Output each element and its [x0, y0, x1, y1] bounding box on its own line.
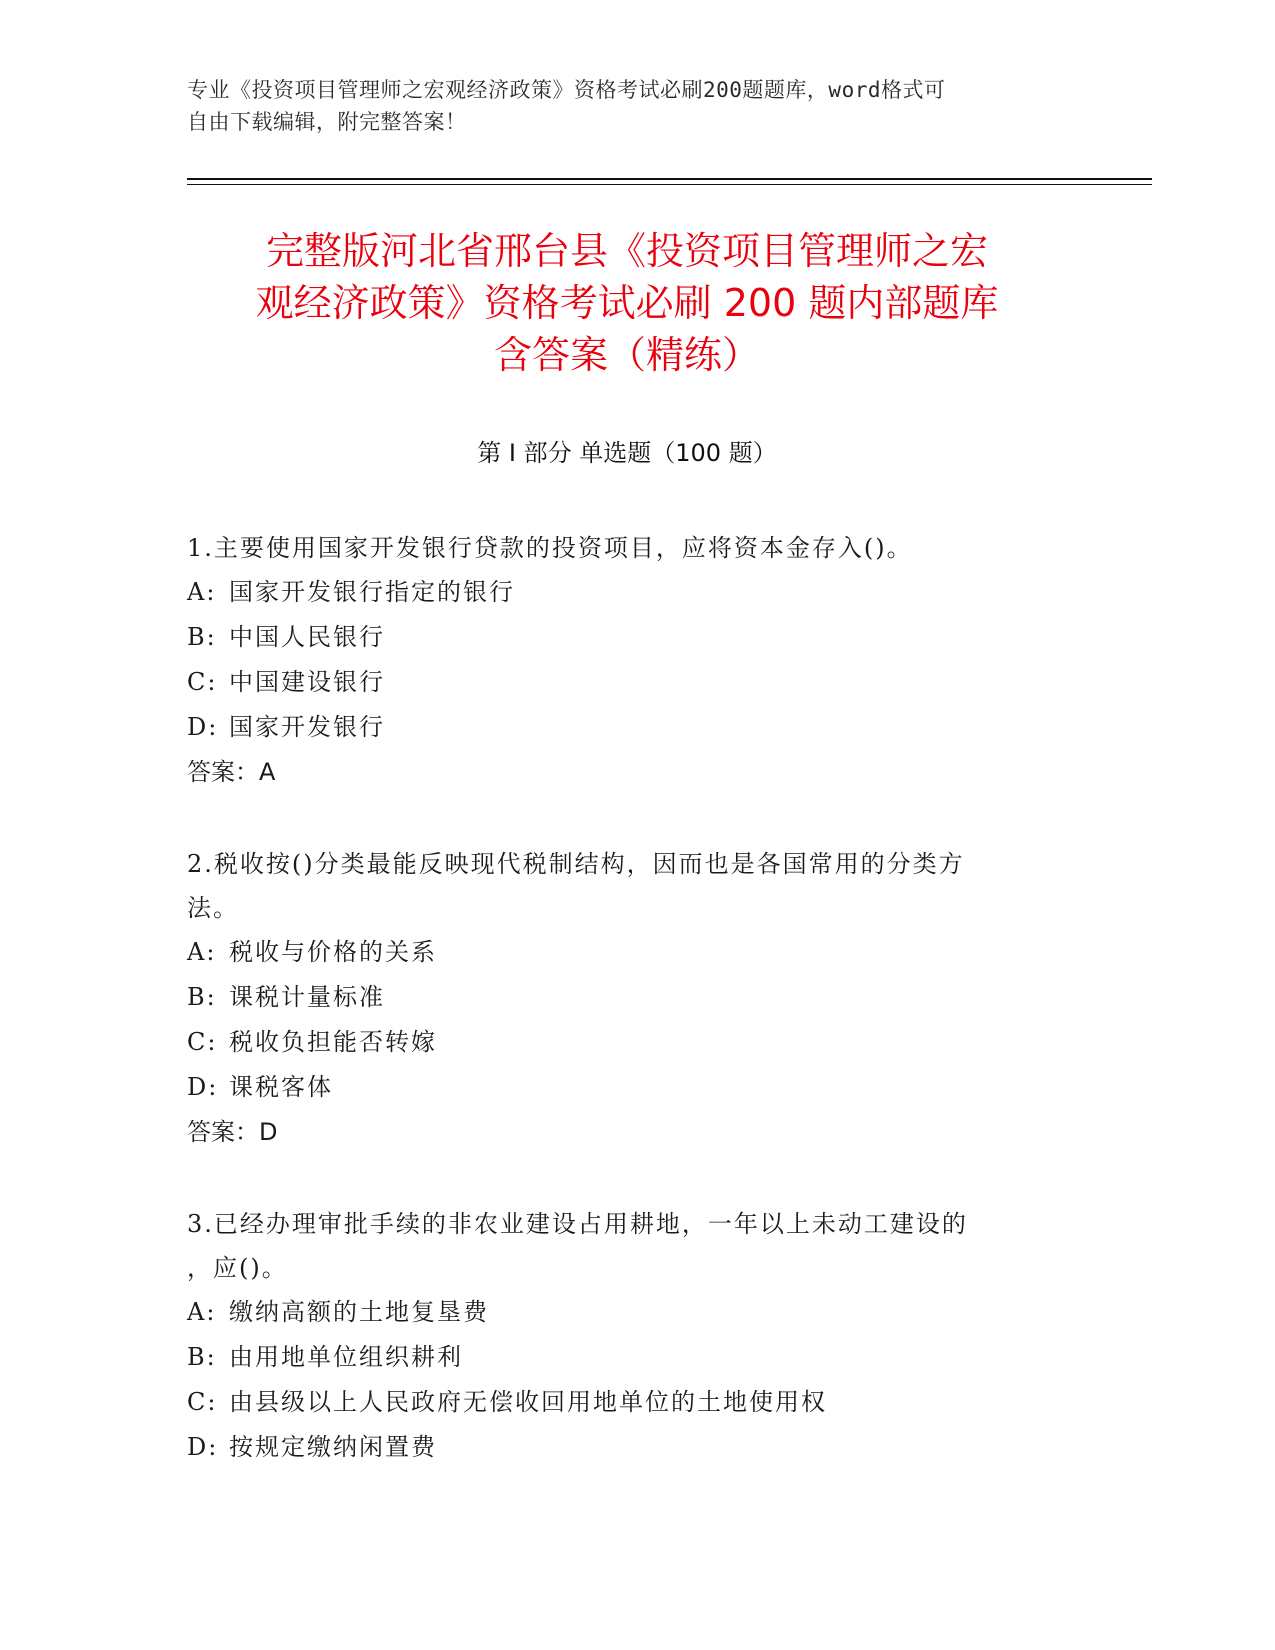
option-c	[187, 660, 1067, 705]
header-divider-thin	[187, 184, 1152, 185]
question-list	[187, 526, 1067, 1517]
option-letter: C:	[187, 668, 218, 696]
option-text: 国家开发银行指定的银行	[229, 578, 515, 606]
option-d	[187, 1425, 1067, 1470]
section-title: 第 I 部分 单选题（100 题）	[477, 439, 777, 467]
document-title-line-2: 观经济政策》资格考试必刷 200 题内部题库	[255, 281, 999, 325]
option-letter: A:	[187, 578, 217, 606]
option-text: 课税计量标准	[229, 983, 385, 1011]
option-text: 中国建设银行	[229, 668, 385, 696]
document-title	[187, 225, 1067, 381]
question-2	[187, 842, 1067, 1155]
option-letter: A:	[187, 938, 217, 966]
option-b	[187, 615, 1067, 660]
question-stem: 1.主要使用国家开发银行贷款的投资项目，应将资本金存入()。	[187, 534, 913, 562]
option-letter: D:	[187, 1433, 219, 1461]
option-b	[187, 975, 1067, 1020]
option-letter: D:	[187, 713, 219, 741]
option-text: 课税客体	[229, 1073, 333, 1101]
option-text: 税收与价格的关系	[229, 938, 437, 966]
header-note-line-2: 自由下载编辑，附完整答案！	[187, 110, 467, 134]
option-text: 由县级以上人民政府无偿收回用地单位的土地使用权	[229, 1388, 827, 1416]
option-text: 税收负担能否转嫁	[229, 1028, 437, 1056]
option-letter: C:	[187, 1388, 218, 1416]
option-text: 由用地单位组织耕利	[229, 1343, 463, 1371]
question-stem-line-2: ，应()。	[187, 1254, 288, 1282]
document-title-line-3: 含答案（精练）	[493, 333, 760, 377]
option-d	[187, 1065, 1067, 1110]
option-text: 缴纳高额的土地复垦费	[229, 1298, 489, 1326]
option-text: 按规定缴纳闲置费	[229, 1433, 437, 1461]
option-a	[187, 930, 1067, 975]
header-divider-thick	[187, 178, 1152, 180]
header-note	[187, 74, 1067, 138]
answer-line: 答案：A	[187, 758, 276, 786]
question-stem-line-2: 法。	[187, 894, 239, 922]
option-text: 中国人民银行	[229, 623, 385, 651]
header-note-line-1: 专业《投资项目管理师之宏观经济政策》资格考试必刷200题题库，word格式可	[187, 78, 946, 102]
option-letter: B:	[187, 1343, 217, 1371]
option-letter: C:	[187, 1028, 218, 1056]
option-d	[187, 705, 1067, 750]
option-b	[187, 1335, 1067, 1380]
option-a	[187, 570, 1067, 615]
question-1	[187, 526, 1067, 795]
question-3	[187, 1202, 1067, 1470]
option-letter: D:	[187, 1073, 219, 1101]
answer-line: 答案：D	[187, 1118, 278, 1146]
document-title-line-1: 完整版河北省邢台县《投资项目管理师之宏	[265, 229, 988, 273]
question-stem-line-1: 3.已经办理审批手续的非农业建设占用耕地，一年以上未动工建设的	[187, 1210, 968, 1238]
question-stem-line-1: 2.税收按()分类最能反映现代税制结构，因而也是各国常用的分类方	[187, 850, 965, 878]
option-c	[187, 1020, 1067, 1065]
option-c	[187, 1380, 1067, 1425]
option-letter: A:	[187, 1298, 217, 1326]
option-letter: B:	[187, 983, 217, 1011]
option-letter: B:	[187, 623, 217, 651]
option-a	[187, 1290, 1067, 1335]
option-text: 国家开发银行	[229, 713, 385, 741]
